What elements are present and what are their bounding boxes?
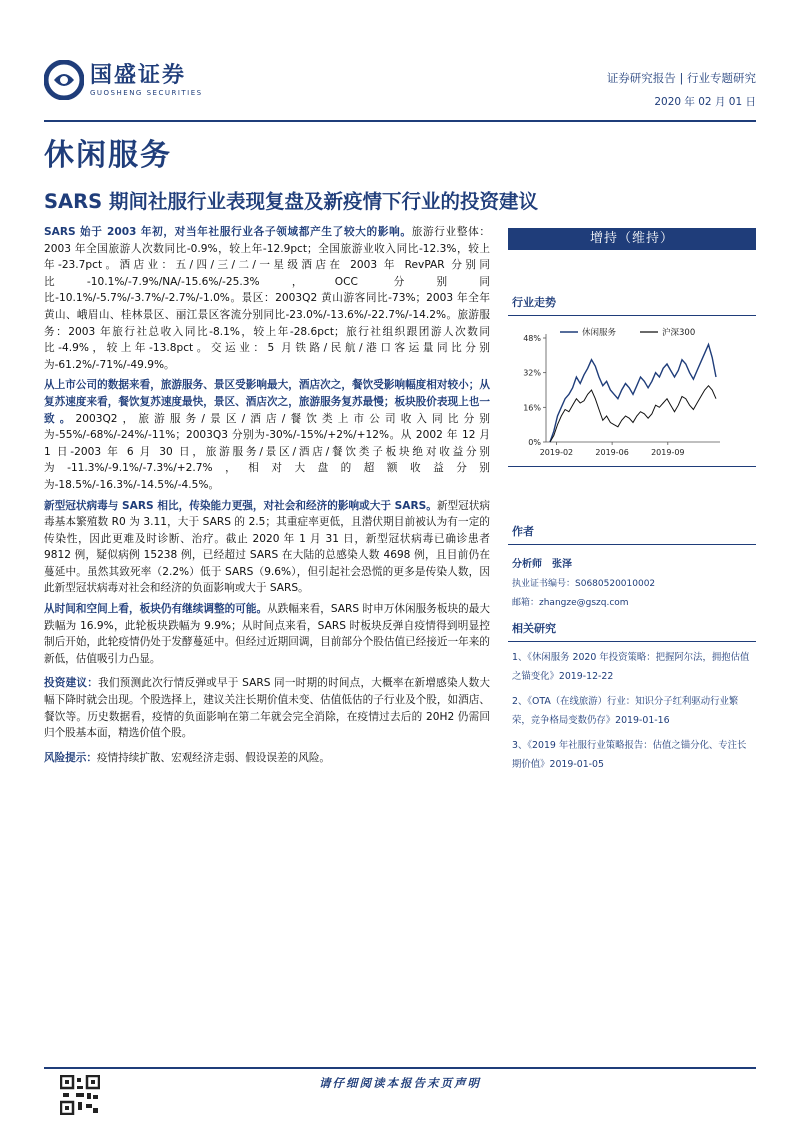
- report-title: SARS 期间社服行业表现复盘及新疫情下行业的投资建议: [44, 190, 538, 213]
- paragraph-lead: SARS 始于 2003 年初，对当年社服行业各子领域都产生了较大的影响。: [44, 226, 412, 238]
- rating-badge: 增持（维持）: [508, 228, 756, 250]
- paragraph-adjustment: [44, 601, 490, 667]
- footer-disclaimer: 请仔细阅读本报告末页声明: [319, 1076, 481, 1090]
- paragraph-text: 疫情持续扩散、宏观经济走弱、假设误差的风险。: [96, 751, 331, 764]
- paragraph-lead: 从上市公司的数据来看，旅游服务、景区受影响最大，酒店次之，餐饮受影响幅度相对较小；从复苏速度来看，餐饮复苏速度最快，景区、酒店次之，旅游服务复苏最慢；板块股价表现上也一致。: [44, 379, 490, 425]
- related-section-title: 相关研究: [508, 616, 756, 642]
- header-divider: [44, 120, 756, 122]
- paragraph-risk: [44, 750, 490, 767]
- trend-chart-svg: [508, 324, 756, 462]
- chart-divider: [508, 466, 756, 467]
- paragraph-text: 旅游行业整体：2003 年全国旅游人次数同比-0.9%，较上年-12.9pct；全国旅游业收入同比-12.3%，较上年-23.7pct。酒店业：五/四/三/二/一星级酒店在 2003 年 RevPAR 分别同比-10.1%/-7.9%/NA/-15.6%/-25.3%，OCC 分别同比-10.1%/-5.7%/-3.7%/-2.7%/-1.0%。景区：2003Q2 黄山游客同比-73%；2003 年全年黄山、峨眉山、桂林景区、丽江景区客流分别同比-23.0%/-13.6%/-22.7%/-14.2%。旅游服务：2003 年旅行社总收入同比-8.1%，较上年-28.6pct；旅行社组织跟团游人次数同比-4.9%，较上年-13.8pct。交运业：5 月铁路/民航/港口客运量同比分别为-61.2%/-71%/-49.9%。: [44, 226, 490, 371]
- analyst-email[interactable]: 邮箱：zhangze@gszq.com: [512, 598, 629, 608]
- main-content: [44, 224, 490, 770]
- x-tick-label: 2019-02: [539, 448, 574, 457]
- logo-name-en: GUOSHENG SECURITIES: [90, 89, 203, 97]
- company-logo: [44, 60, 203, 100]
- related-report-item[interactable]: 2、《OTA（在线旅游）行业：知识分子红利驱动行业繁荣，竞争格局变数仍存》2019-01-16: [512, 696, 739, 726]
- paragraph-lead: 从时间和空间上看，板块仍有继续调整的可能。: [44, 603, 268, 616]
- page-header: [44, 58, 756, 118]
- related-report-item[interactable]: 3、《2019 年社服行业策略报告：估值之锚分化、专注长期价值》2019-01-05: [512, 740, 747, 770]
- author-section-title: 作者: [508, 519, 756, 545]
- analyst-name: 分析师 张泽: [512, 559, 572, 570]
- paragraph-lead: 投资建议：: [44, 677, 99, 690]
- paragraph-lead: 风险提示：: [44, 751, 97, 764]
- paragraph-text: 新型冠状病毒基本繁殖数 R0 为 3.11，大于 SARS 的 2.5；其重症率更低，且潜伏期目前被认为有一定的传染性，因此更难及时诊断、治疗。截止 2020 年 1 月 31 日，新型冠状病毒已确诊患者 9812 例，疑似病例 15238 例，已经超过 SARS 在大陆的总感染人数 4698 例，且目前仍在蔓延中。虽然其致死率（2.2%）低于 SARS（9.6%），但引起社会恐慌的更多是传染人数，因此新型冠状病毒对社会和经济的负面影响或大于 SARS。: [44, 499, 491, 595]
- paragraph-lead: 新型冠状病毒与 SARS 相比，传染能力更强，对社会和经济的影响或大于 SARS。: [44, 499, 437, 512]
- paragraph-listed-companies: [44, 377, 490, 493]
- paragraph-investment-advice: [44, 675, 490, 741]
- paragraph-new-virus: [44, 498, 490, 598]
- y-tick-label: 32%: [523, 368, 541, 378]
- x-tick-label: 2019-09: [651, 448, 685, 457]
- y-tick-label: 48%: [523, 334, 541, 343]
- sidebar: [508, 228, 756, 774]
- paragraph-text: 从跌幅来看，SARS 时申万休闲服务板块的最大跌幅为 16.9%，此轮板块跌幅为 9.9%；从时间点来看，SARS 时板块反弹自疫情得到明显控制后开始，此轮疫情仍处于发酵蔓延中。但经过近期回调，目前部分个股估值已经接近一年来的新低，估值吸引力凸显。: [44, 603, 490, 665]
- y-tick-label: 16%: [523, 403, 541, 413]
- document-date: 2020 年 02 月 01 日: [654, 96, 756, 108]
- series-line-leisure: [550, 345, 716, 443]
- analyst-license: 执业证书编号：S0680520010002: [512, 579, 656, 589]
- paragraph-sars-impact: [44, 224, 490, 373]
- sector-title: 休闲服务: [44, 138, 172, 173]
- legend-label: 休闲服务: [582, 328, 617, 338]
- legend-label: 沪深300: [662, 328, 696, 338]
- paragraph-text: 2003Q2，旅游服务/景区/酒店/餐饮类上市公司收入同比分别为-55%/-68%/-24%/-11%；2003Q3 分别为-30%/-15%/+2%/+12%。从 2002 年 12 月 1 日-2003 年 6 月 30 日，旅游服务/景区/酒店/餐饮类子板块绝对收益分别为-11.3%/-9.1%/-7.3%/+2.7%，相对大盘的超额收益分别为-18.5%/-16.3%/-14.5%/-4.5%。: [44, 412, 490, 491]
- logo-name: 国盛证券: [90, 63, 187, 88]
- document-type: 证券研究报告 | 行业专题研究: [606, 71, 756, 85]
- related-report-item[interactable]: 1、《休闲服务 2020 年投资策略：把握阿尔法，拥抱估值之锚变化》2019-12-22: [512, 652, 750, 682]
- y-tick-label: 0%: [528, 438, 541, 447]
- trend-chart: [508, 324, 756, 462]
- x-tick-label: 2019-06: [595, 448, 629, 457]
- paragraph-text: 我们预测此次行情反弹或早于 SARS 同一时期的时间点，大概率在新增感染人数大幅下降时就会出现。个股选择上，建议关注长期价值未变、估值低估的子行业及个股，如酒店、餐饮等。历史数据看，疫情的负面影响在第二年就会完全消除，在疫情过去后的 20H2 仍需回归个股基本面，精选价值个股。: [44, 677, 490, 740]
- footer-divider: [44, 1067, 756, 1069]
- trend-section-title: 行业走势: [508, 290, 756, 316]
- guosheng-logo-icon: [44, 60, 84, 100]
